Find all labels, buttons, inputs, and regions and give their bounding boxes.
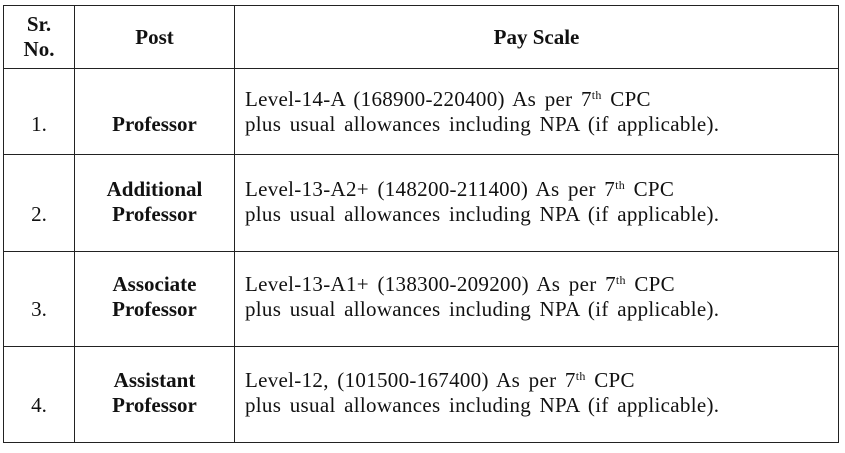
pay-scale: Level-13-A2+ (148200-211400) As per 7th CPC plus usual allowances including NPA (if applicable).: [235, 155, 839, 252]
pay-scale: Level-12, (101500-167400) As per 7th CPC plus usual allowances including NPA (if applicable).: [235, 347, 839, 443]
header-pay-scale: Pay Scale: [235, 6, 839, 69]
table-row: [4, 69, 839, 155]
post-name: Professor: [75, 69, 235, 155]
sr-no: 4.: [4, 347, 75, 443]
pay-scale: Level-14-A (168900-220400) As per 7th CPC plus usual allowances including NPA (if applicable).: [235, 69, 839, 155]
pay-scale-table: [3, 5, 839, 443]
header-post: Post: [75, 6, 235, 69]
post-name: Associate Professor: [75, 252, 235, 347]
sr-no: 2.: [4, 155, 75, 252]
sr-no: 1.: [4, 69, 75, 155]
table-row: [4, 347, 839, 443]
header-sr-no: Sr. No.: [4, 6, 75, 69]
table-row: [4, 155, 839, 252]
post-name: Assistant Professor: [75, 347, 235, 443]
pay-scale: Level-13-A1+ (138300-209200) As per 7th CPC plus usual allowances including NPA (if applicable).: [235, 252, 839, 347]
table-row: [4, 252, 839, 347]
sr-no: 3.: [4, 252, 75, 347]
post-name: Additional Professor: [75, 155, 235, 252]
table-header-row: [4, 6, 839, 69]
